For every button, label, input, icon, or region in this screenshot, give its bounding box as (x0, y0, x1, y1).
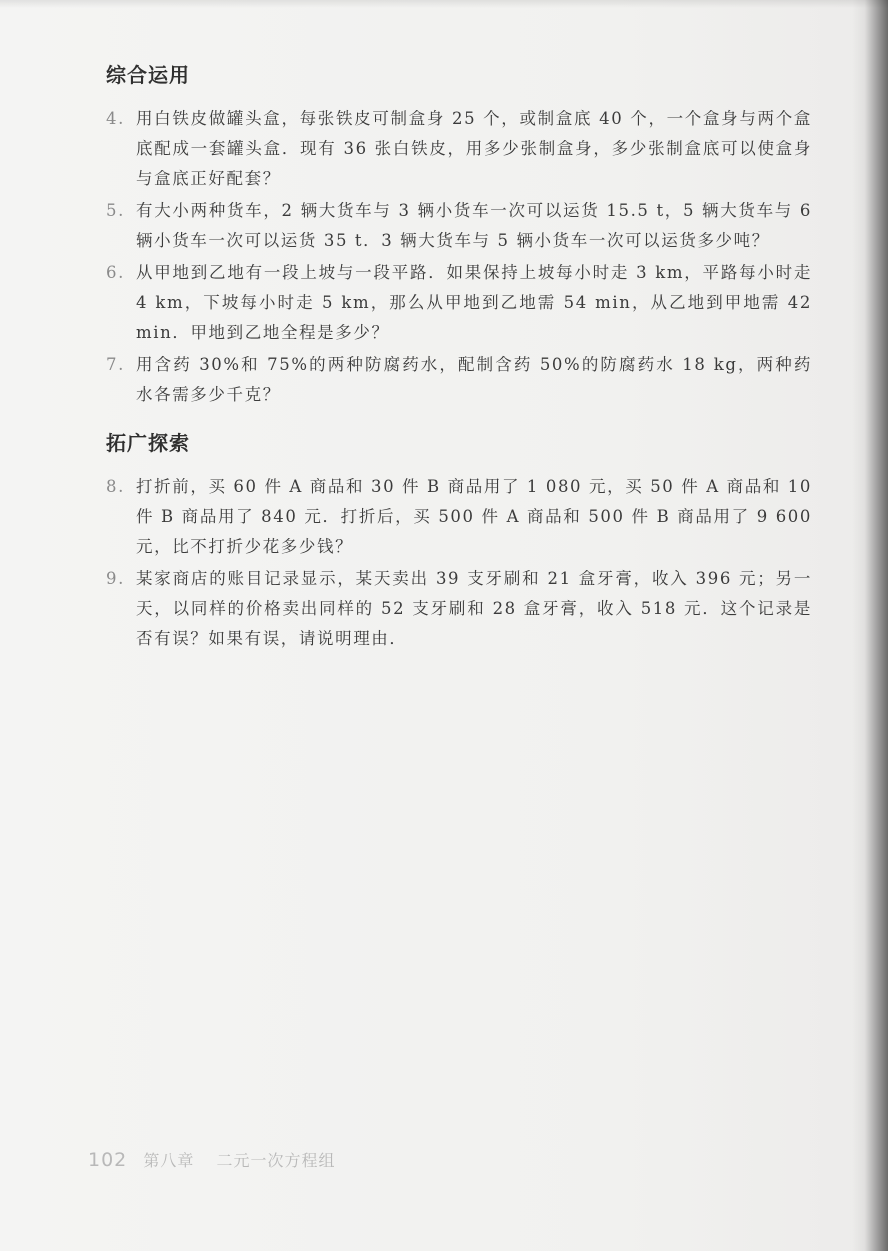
problem-text: 用白铁皮做罐头盒，每张铁皮可制盒身 25 个，或制盒底 40 个，一个盒身与两个盒底配成一套罐头盒．现有 36 张白铁皮，用多少张制盒身，多少张制盒底可以使盒身与盒底正好配套？ (136, 109, 812, 188)
problem-number: 5. (106, 201, 125, 220)
chapter-title: 二元一次方程组 (216, 1151, 336, 1170)
problem-number: 4. (106, 109, 125, 128)
problem-text: 有大小两种货车，2 辆大货车与 3 辆小货车一次可以运货 15.5 t，5 辆大货车与 6 辆小货车一次可以运货 35 t．3 辆大货车与 5 辆小货车一次可以运货多少吨？ (136, 201, 812, 250)
problem-number: 7. (106, 355, 125, 374)
problem-text: 打折前，买 60 件 A 商品和 30 件 B 商品用了 1 080 元，买 50 件 A 商品和 10 件 B 商品用了 840 元．打折后，买 500 件 A 商品和 500 件 B 商品用了 9 600 元，比不打折少花多少钱？ (136, 477, 812, 556)
problem-number: 8. (106, 477, 125, 496)
problem-5 (106, 196, 812, 256)
section-extension (106, 428, 812, 654)
problem-6 (106, 258, 812, 348)
problem-number: 9. (106, 569, 125, 588)
page-top-edge (0, 0, 888, 8)
problem-9 (106, 564, 812, 654)
section-title: 拓广探索 (106, 431, 190, 455)
section-comprehensive (106, 60, 812, 410)
problem-8 (106, 472, 812, 562)
problem-number: 6. (106, 263, 125, 282)
section-title: 综合运用 (106, 63, 190, 87)
problem-text: 用含药 30%和 75%的两种防腐药水，配制含药 50%的防腐药水 18 kg，两种药水各需多少千克？ (136, 355, 812, 404)
page-number: 102 (88, 1149, 128, 1171)
problem-text: 从甲地到乙地有一段上坡与一段平路．如果保持上坡每小时走 3 km，平路每小时走 4 km，下坡每小时走 5 km，那么从甲地到乙地需 54 min，从乙地到甲地需 42 min．甲地到乙地全程是多少？ (136, 263, 812, 342)
page-content (106, 60, 812, 656)
page-binding-shadow (852, 0, 888, 1251)
page-footer (88, 1148, 335, 1171)
problem-4 (106, 104, 812, 194)
problem-text: 某家商店的账目记录显示，某天卖出 39 支牙刷和 21 盒牙膏，收入 396 元；另一天，以同样的价格卖出同样的 52 支牙刷和 28 盒牙膏，收入 518 元．这个记录是否有误？如果有误，请说明理由． (136, 569, 812, 648)
chapter-label: 第八章 (143, 1151, 195, 1170)
problem-7 (106, 350, 812, 410)
